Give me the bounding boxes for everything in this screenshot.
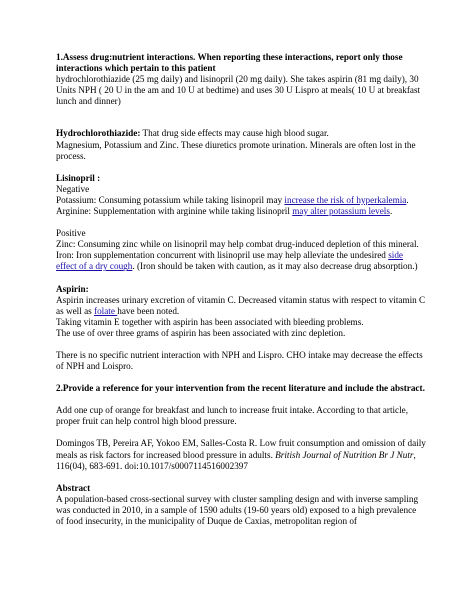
zinc-line: Zinc: Consuming zinc while on lisinopril may help combat drug-induced depletion of this mineral. <box>56 239 419 250</box>
potassium-period: . <box>406 194 409 205</box>
dry-cough-link[interactable]: side effect of a dry cough <box>56 250 404 272</box>
negative-label: Negative <box>56 183 90 194</box>
section2-heading: 2.Provide a reference for your intervention from the recent literature and include the abstract. <box>56 383 425 394</box>
hctz-paragraph <box>56 128 426 139</box>
abstract-text: A population-based cross-sectional survey with cluster sampling design and with inverse sampling was conducted in 2010, in a sample of 1590 adults (19-60 years old) exposed to a high prevalence of food insecurity, in the municipality of Duque de Caxias, metropolitan region of <box>56 493 419 526</box>
arginine-text: Arginine: Supplementation with arginine while taking lisinopril <box>56 206 293 217</box>
document-body <box>56 52 426 527</box>
reference-details: , 116(04), 683-691. doi:10.1017/s0007114516002397 <box>56 449 416 471</box>
hctz-label: Hydrochlorothiazide: <box>56 128 141 139</box>
aspirin-vitamin-c-line <box>56 295 426 317</box>
positive-label: Positive <box>56 228 86 239</box>
reference-citation <box>56 438 426 471</box>
iron-text: Iron: Iron supplementation concurrent with lisinopril use may help alleviate the undesired <box>56 250 389 261</box>
aspirin-zinc-line: The use of over three grams of aspirin has been associated with zinc depletion. <box>56 327 346 338</box>
arginine-line <box>56 206 426 217</box>
reference-journal: British Journal of Nutrition Br J Nutr <box>275 449 414 460</box>
iron-caution-text: . (Iron should be taken with caution, as it may also decrease drug absorption.) <box>132 261 418 272</box>
aspirin-vitamin-e-line: Taking vitamin E together with aspirin has been associated with bleeding problems. <box>56 316 364 327</box>
potassium-line <box>56 195 426 206</box>
intervention-text: Add one cup of orange for breakfast and lunch to increase fruit intake. According to that article, proper fruit can help control high blood pressure. <box>56 405 409 427</box>
aspirin-noted-text: have been noted. <box>117 305 180 316</box>
nph-note: There is no specific nutrient interaction with NPH and Lispro. CHO intake may decrease the effects of NPH and Loispro. <box>56 349 423 372</box>
potassium-levels-link[interactable]: may alter potassium levels <box>292 206 390 217</box>
abstract-heading: Abstract <box>56 482 91 493</box>
patient-medications: hydrochlorothiazide (25 mg daily) and lisinopril (20 mg daily). She takes aspirin (81 mg daily), 30 Units NPH ( 20 U in the am and 10 U at bedtime) and uses 30 U Lispro at meals( 10 U at breakfast lunch and dinner) <box>56 74 421 107</box>
lisinopril-heading: Lisinopril : <box>56 172 101 183</box>
potassium-text: Potassium: Consuming potassium while taking lisinopril may <box>56 194 285 205</box>
hyperkalemia-link[interactable]: increase the risk of hyperkalemia <box>284 194 407 205</box>
hctz-minerals: Magnesium, Potassium and Zinc. These diuretics promote urination. Minerals are often lost in the process. <box>56 139 416 161</box>
folate-link[interactable]: folate <box>94 305 118 316</box>
aspirin-heading: Aspirin: <box>56 283 89 294</box>
aspirin-vitamin-c-text: Aspirin increases urinary excretion of vitamin C. Decreased vitamin status with respect to vitamin C as well as <box>56 294 426 316</box>
iron-line <box>56 250 426 272</box>
section1-heading: 1.Assess drug:nutrient interactions. When reporting these interactions, report only those interactions which pertain to this patient <box>56 52 403 74</box>
reference-authors-title: Domingos TB, Pereira AF, Yokoo EM, Salles-Costa R. Low fruit consumption and omission of daily meals as risk factors for increased blood pressure in adults. <box>56 438 426 460</box>
hctz-text: That drug side effects may cause high blood sugar. <box>140 128 329 139</box>
arginine-period: . <box>389 206 393 217</box>
